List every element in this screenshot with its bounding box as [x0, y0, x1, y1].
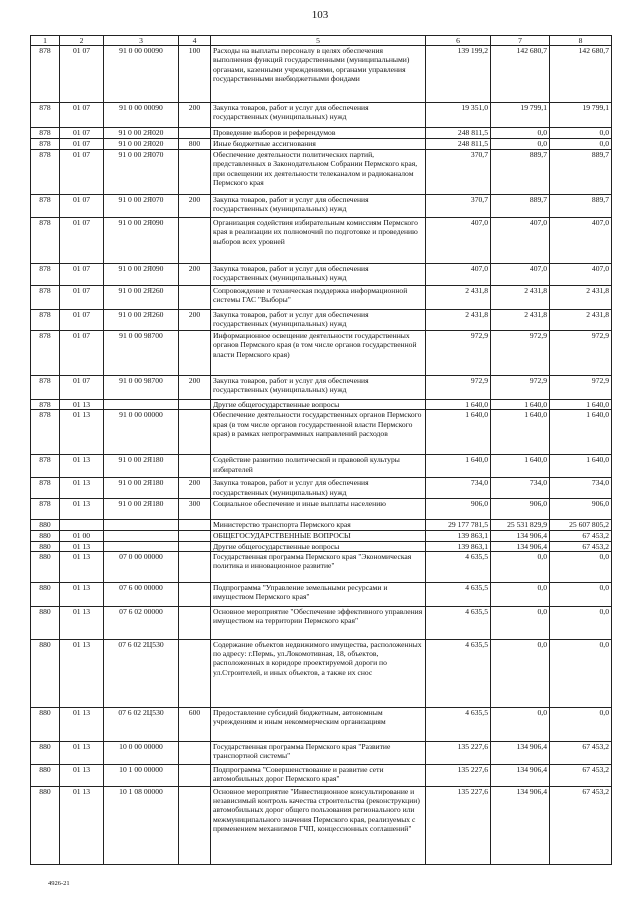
- table-row: [31, 741, 612, 764]
- amount-col6-cell: 1 640,0: [426, 400, 491, 410]
- target-article-cell: 91 0 00 2Я260: [104, 286, 179, 310]
- table-row: [31, 331, 612, 376]
- expense-type-cell: [179, 741, 211, 764]
- section-code-cell: 01 07: [60, 139, 104, 150]
- target-article-cell: [104, 531, 179, 541]
- amount-col8-cell: 142 680,7: [550, 46, 612, 103]
- target-article-cell: 91 0 00 98700: [104, 331, 179, 376]
- admin-code-cell: 880: [31, 582, 60, 606]
- section-code-cell: 01 13: [60, 582, 104, 606]
- amount-col8-cell: 2 431,8: [550, 310, 612, 331]
- table-row: [31, 46, 612, 103]
- target-article-cell: 07 6 02 2Ц530: [104, 707, 179, 741]
- expense-type-cell: 200: [179, 478, 211, 499]
- table-row: [31, 520, 612, 531]
- amount-col6-cell: 370,7: [426, 195, 491, 218]
- amount-col7-cell: 889,7: [491, 195, 550, 218]
- description-cell: Основное мероприятие "Обеспечение эффективного управления имуществом на территории Пермского края": [211, 606, 426, 639]
- table-row: [31, 376, 612, 400]
- amount-col8-cell: 67 453,2: [550, 541, 612, 551]
- admin-code-cell: 878: [31, 139, 60, 150]
- expense-type-cell: [179, 764, 211, 786]
- section-code-cell: 01 13: [60, 551, 104, 582]
- target-article-cell: [104, 520, 179, 531]
- amount-col8-cell: 19 799,1: [550, 103, 612, 128]
- expense-type-cell: [179, 128, 211, 139]
- expense-type-cell: [179, 582, 211, 606]
- column-header-7: 7: [491, 36, 550, 46]
- table-row: [31, 195, 612, 218]
- target-article-cell: 91 0 00 00090: [104, 46, 179, 103]
- amount-col8-cell: 0,0: [550, 139, 612, 150]
- description-cell: Государственная программа Пермского края "Развитие транспортной системы": [211, 741, 426, 764]
- table-row: [31, 455, 612, 478]
- section-code-cell: 01 13: [60, 786, 104, 864]
- amount-col7-cell: 734,0: [491, 478, 550, 499]
- description-cell: Подпрограмма "Совершенствование и развитие сети автомобильных дорог Пермского края": [211, 764, 426, 786]
- admin-code-cell: 880: [31, 707, 60, 741]
- target-article-cell: 91 0 00 2Я260: [104, 310, 179, 331]
- expense-type-cell: [179, 400, 211, 410]
- table-row: [31, 582, 612, 606]
- expense-type-cell: [179, 150, 211, 195]
- section-code-cell: 01 07: [60, 331, 104, 376]
- expense-type-cell: [179, 286, 211, 310]
- amount-col7-cell: 2 431,8: [491, 310, 550, 331]
- expense-type-cell: 600: [179, 707, 211, 741]
- amount-col8-cell: 972,9: [550, 331, 612, 376]
- amount-col7-cell: 134 906,4: [491, 531, 550, 541]
- amount-col7-cell: 134 906,4: [491, 541, 550, 551]
- section-code-cell: 01 13: [60, 499, 104, 520]
- target-article-cell: 91 0 00 2Я090: [104, 264, 179, 286]
- amount-col6-cell: 972,9: [426, 331, 491, 376]
- target-article-cell: [104, 541, 179, 551]
- column-header-5: 5: [211, 36, 426, 46]
- admin-code-cell: 878: [31, 103, 60, 128]
- admin-code-cell: 880: [31, 531, 60, 541]
- table-row: [31, 639, 612, 707]
- admin-code-cell: 878: [31, 150, 60, 195]
- section-code-cell: 01 13: [60, 707, 104, 741]
- column-header-1: 1: [31, 36, 60, 46]
- target-article-cell: 91 0 00 2Я070: [104, 150, 179, 195]
- target-article-cell: 91 0 00 2Я020: [104, 139, 179, 150]
- description-cell: Проведение выборов и референдумов: [211, 128, 426, 139]
- amount-col6-cell: 139 199,2: [426, 46, 491, 103]
- expense-type-cell: [179, 520, 211, 531]
- table-row: [31, 551, 612, 582]
- admin-code-cell: 880: [31, 764, 60, 786]
- amount-col8-cell: 67 453,2: [550, 531, 612, 541]
- amount-col7-cell: 0,0: [491, 139, 550, 150]
- expense-type-cell: 800: [179, 139, 211, 150]
- section-code-cell: 01 13: [60, 606, 104, 639]
- table-row: [31, 128, 612, 139]
- amount-col8-cell: 0,0: [550, 128, 612, 139]
- column-header-8: 8: [550, 36, 612, 46]
- section-code-cell: 01 07: [60, 376, 104, 400]
- amount-col8-cell: 0,0: [550, 606, 612, 639]
- section-code-cell: 01 07: [60, 218, 104, 264]
- amount-col7-cell: 0,0: [491, 606, 550, 639]
- amount-col7-cell: 134 906,4: [491, 764, 550, 786]
- section-code-cell: 01 13: [60, 455, 104, 478]
- expense-type-cell: 300: [179, 499, 211, 520]
- amount-col7-cell: 972,9: [491, 331, 550, 376]
- description-cell: Предоставление субсидий бюджетным, автономным учреждениям и иным некоммерческим организациям: [211, 707, 426, 741]
- amount-col8-cell: 0,0: [550, 639, 612, 707]
- amount-col6-cell: 4 635,5: [426, 606, 491, 639]
- description-cell: Другие общегосударственные вопросы: [211, 400, 426, 410]
- amount-col7-cell: 1 640,0: [491, 455, 550, 478]
- section-code-cell: 01 13: [60, 741, 104, 764]
- table-row: [31, 531, 612, 541]
- amount-col7-cell: 972,9: [491, 376, 550, 400]
- amount-col6-cell: 906,0: [426, 499, 491, 520]
- description-cell: Иные бюджетные ассигнования: [211, 139, 426, 150]
- description-cell: Социальное обеспечение и иные выплаты населению: [211, 499, 426, 520]
- amount-col6-cell: 4 635,5: [426, 707, 491, 741]
- amount-col7-cell: 0,0: [491, 128, 550, 139]
- amount-col7-cell: 134 906,4: [491, 741, 550, 764]
- expense-type-cell: 200: [179, 103, 211, 128]
- amount-col8-cell: 407,0: [550, 264, 612, 286]
- amount-col7-cell: 1 640,0: [491, 400, 550, 410]
- section-code-cell: 01 07: [60, 128, 104, 139]
- amount-col7-cell: 25 531 829,9: [491, 520, 550, 531]
- amount-col6-cell: 135 227,6: [426, 741, 491, 764]
- section-code-cell: 01 00: [60, 531, 104, 541]
- expense-type-cell: 200: [179, 195, 211, 218]
- footer-code: 4926-21: [48, 880, 70, 887]
- target-article-cell: 91 0 00 2Я020: [104, 128, 179, 139]
- amount-col7-cell: 407,0: [491, 264, 550, 286]
- amount-col7-cell: 889,7: [491, 150, 550, 195]
- section-code-cell: 01 13: [60, 400, 104, 410]
- amount-col7-cell: 142 680,7: [491, 46, 550, 103]
- amount-col6-cell: 19 351,0: [426, 103, 491, 128]
- amount-col7-cell: 0,0: [491, 582, 550, 606]
- table-row: [31, 150, 612, 195]
- amount-col6-cell: 139 863,1: [426, 531, 491, 541]
- target-article-cell: 91 0 00 2Я180: [104, 499, 179, 520]
- amount-col8-cell: 0,0: [550, 582, 612, 606]
- amount-col6-cell: 135 227,6: [426, 786, 491, 864]
- table-row: [31, 499, 612, 520]
- admin-code-cell: 878: [31, 499, 60, 520]
- target-article-cell: 91 0 00 2Я090: [104, 218, 179, 264]
- table-row: [31, 400, 612, 410]
- expense-type-cell: [179, 541, 211, 551]
- amount-col6-cell: 734,0: [426, 478, 491, 499]
- admin-code-cell: 878: [31, 310, 60, 331]
- admin-code-cell: 880: [31, 520, 60, 531]
- table-row: [31, 764, 612, 786]
- description-cell: Организация содействия избирательным комиссиям Пермского края в реализации их полномочий по подготовке и проведению выборов всех уровней: [211, 218, 426, 264]
- target-article-cell: 10 1 00 00000: [104, 764, 179, 786]
- page-number: 103: [311, 9, 329, 21]
- admin-code-cell: 878: [31, 410, 60, 455]
- amount-col8-cell: 889,7: [550, 150, 612, 195]
- column-header-2: 2: [60, 36, 104, 46]
- amount-col6-cell: 2 431,8: [426, 310, 491, 331]
- target-article-cell: 91 0 00 2Я070: [104, 195, 179, 218]
- amount-col8-cell: 734,0: [550, 478, 612, 499]
- admin-code-cell: 878: [31, 455, 60, 478]
- column-header-3: 3: [104, 36, 179, 46]
- table-row: [31, 410, 612, 455]
- admin-code-cell: 878: [31, 376, 60, 400]
- description-cell: Обеспечение деятельности политических партий, представленных в Законодательном Собрании Пермского края, при освещении их деятельности телеканалом и радиоканалом Пермского края: [211, 150, 426, 195]
- admin-code-cell: 880: [31, 786, 60, 864]
- table-row: [31, 786, 612, 864]
- target-article-cell: 07 0 00 00000: [104, 551, 179, 582]
- section-code-cell: 01 07: [60, 286, 104, 310]
- target-article-cell: [104, 400, 179, 410]
- admin-code-cell: 878: [31, 478, 60, 499]
- expense-type-cell: [179, 551, 211, 582]
- column-header-4: 4: [179, 36, 211, 46]
- admin-code-cell: 880: [31, 606, 60, 639]
- description-cell: Государственная программа Пермского края "Экономическая политика и инновационное развитие": [211, 551, 426, 582]
- amount-col6-cell: 135 227,6: [426, 764, 491, 786]
- target-article-cell: 91 0 00 2Я180: [104, 478, 179, 499]
- description-cell: Другие общегосударственные вопросы: [211, 541, 426, 551]
- amount-col8-cell: 407,0: [550, 218, 612, 264]
- amount-col8-cell: 25 607 805,2: [550, 520, 612, 531]
- amount-col8-cell: 67 453,2: [550, 741, 612, 764]
- description-cell: Закупка товаров, работ и услуг для обеспечения государственных (муниципальных) нужд: [211, 478, 426, 499]
- table-row: [31, 606, 612, 639]
- amount-col6-cell: 248 811,5: [426, 139, 491, 150]
- amount-col6-cell: 1 640,0: [426, 410, 491, 455]
- expense-type-cell: [179, 218, 211, 264]
- target-article-cell: 07 6 02 00000: [104, 606, 179, 639]
- amount-col6-cell: 139 863,1: [426, 541, 491, 551]
- admin-code-cell: 878: [31, 46, 60, 103]
- amount-col8-cell: 906,0: [550, 499, 612, 520]
- amount-col7-cell: 906,0: [491, 499, 550, 520]
- description-cell: Основное мероприятие "Инвестиционное консультирование и независимый контроль качества строительства (реконструкции) автомобильных дорог общего пользования регионального или межмуниципального значения Пермского края, реализуемых с применением механизмов ГЧП, концессионных соглашений": [211, 786, 426, 864]
- expense-type-cell: 200: [179, 310, 211, 331]
- expense-type-cell: [179, 455, 211, 478]
- table-row: [31, 264, 612, 286]
- amount-col7-cell: 0,0: [491, 707, 550, 741]
- expense-type-cell: 200: [179, 264, 211, 286]
- description-cell: Информационное освещение деятельности государственных органов Пермского края (в том числе органов государственной власти Пермского края): [211, 331, 426, 376]
- description-cell: Подпрограмма "Управление земельными ресурсами и имуществом Пермского края": [211, 582, 426, 606]
- amount-col7-cell: 134 906,4: [491, 786, 550, 864]
- description-cell: Содержание объектов недвижимого имущества, расположенных по адресу: г.Пермь, ул.Локомотивная, 18, объектов, расположенных в коридоре проектируемой дороги по ул.Строителей, и иных объектов, а также их снос: [211, 639, 426, 707]
- expense-type-cell: [179, 531, 211, 541]
- admin-code-cell: 878: [31, 128, 60, 139]
- description-cell: Содействие развитию политической и правовой культуры избирателей: [211, 455, 426, 478]
- amount-col7-cell: 0,0: [491, 639, 550, 707]
- amount-col8-cell: 1 640,0: [550, 410, 612, 455]
- amount-col6-cell: 2 431,8: [426, 286, 491, 310]
- budget-table: [30, 35, 612, 865]
- section-code-cell: 01 07: [60, 264, 104, 286]
- admin-code-cell: 878: [31, 218, 60, 264]
- table-row: [31, 310, 612, 331]
- target-article-cell: 91 0 00 2Я180: [104, 455, 179, 478]
- description-cell: Закупка товаров, работ и услуг для обеспечения государственных (муниципальных) нужд: [211, 310, 426, 331]
- amount-col6-cell: 248 811,5: [426, 128, 491, 139]
- admin-code-cell: 880: [31, 541, 60, 551]
- amount-col6-cell: 29 177 781,5: [426, 520, 491, 531]
- amount-col6-cell: 972,9: [426, 376, 491, 400]
- column-header-6: 6: [426, 36, 491, 46]
- table-row: [31, 286, 612, 310]
- section-code-cell: 01 07: [60, 310, 104, 331]
- table-row: [31, 139, 612, 150]
- amount-col6-cell: 4 635,5: [426, 639, 491, 707]
- section-code-cell: 01 07: [60, 103, 104, 128]
- target-article-cell: 10 1 08 00000: [104, 786, 179, 864]
- amount-col6-cell: 407,0: [426, 264, 491, 286]
- amount-col7-cell: 2 431,8: [491, 286, 550, 310]
- expense-type-cell: [179, 786, 211, 864]
- section-code-cell: 01 13: [60, 639, 104, 707]
- description-cell: Сопровождение и техническая поддержка информационной системы ГАС "Выборы": [211, 286, 426, 310]
- expense-type-cell: 200: [179, 376, 211, 400]
- amount-col6-cell: 407,0: [426, 218, 491, 264]
- target-article-cell: 91 0 00 00090: [104, 103, 179, 128]
- admin-code-cell: 878: [31, 286, 60, 310]
- section-code-cell: 01 07: [60, 46, 104, 103]
- section-code-cell: 01 07: [60, 150, 104, 195]
- target-article-cell: 07 6 00 00000: [104, 582, 179, 606]
- section-code-cell: 01 07: [60, 195, 104, 218]
- description-cell: Закупка товаров, работ и услуг для обеспечения государственных (муниципальных) нужд: [211, 376, 426, 400]
- table-row: [31, 478, 612, 499]
- amount-col8-cell: 972,9: [550, 376, 612, 400]
- amount-col7-cell: 19 799,1: [491, 103, 550, 128]
- amount-col7-cell: 0,0: [491, 551, 550, 582]
- section-code-cell: 01 13: [60, 764, 104, 786]
- expense-type-cell: 100: [179, 46, 211, 103]
- table-row: [31, 103, 612, 128]
- target-article-cell: 91 0 00 98700: [104, 376, 179, 400]
- amount-col8-cell: 889,7: [550, 195, 612, 218]
- expense-type-cell: [179, 606, 211, 639]
- target-article-cell: 07 6 02 2Ц530: [104, 639, 179, 707]
- amount-col8-cell: 2 431,8: [550, 286, 612, 310]
- expense-type-cell: [179, 639, 211, 707]
- admin-code-cell: 880: [31, 639, 60, 707]
- section-code-cell: 01 13: [60, 410, 104, 455]
- column-number-row: [31, 36, 612, 46]
- admin-code-cell: 880: [31, 741, 60, 764]
- admin-code-cell: 878: [31, 264, 60, 286]
- amount-col8-cell: 67 453,2: [550, 764, 612, 786]
- section-code-cell: 01 13: [60, 541, 104, 551]
- amount-col6-cell: 4 635,5: [426, 582, 491, 606]
- amount-col6-cell: 4 635,5: [426, 551, 491, 582]
- amount-col8-cell: 1 640,0: [550, 400, 612, 410]
- admin-code-cell: 880: [31, 551, 60, 582]
- section-code-cell: [60, 520, 104, 531]
- amount-col8-cell: 1 640,0: [550, 455, 612, 478]
- admin-code-cell: 878: [31, 331, 60, 376]
- description-cell: Министерство транспорта Пермского края: [211, 520, 426, 531]
- description-cell: Обеспечение деятельности государственных органов Пермского края (в том числе органов государственной власти Пермского края) в рамках непрограммных направлений расходов: [211, 410, 426, 455]
- amount-col7-cell: 1 640,0: [491, 410, 550, 455]
- target-article-cell: 10 0 00 00000: [104, 741, 179, 764]
- amount-col8-cell: 0,0: [550, 707, 612, 741]
- amount-col8-cell: 67 453,2: [550, 786, 612, 864]
- budget-table-body: [31, 46, 612, 865]
- table-row: [31, 707, 612, 741]
- amount-col7-cell: 407,0: [491, 218, 550, 264]
- target-article-cell: 91 0 00 00000: [104, 410, 179, 455]
- expense-type-cell: [179, 410, 211, 455]
- amount-col6-cell: 370,7: [426, 150, 491, 195]
- admin-code-cell: 878: [31, 400, 60, 410]
- expense-type-cell: [179, 331, 211, 376]
- description-cell: Расходы на выплаты персоналу в целях обеспечения выполнения функций государственными (муниципальными) органами, казенными учреждениями, органами управления государственными внебюджетными фондами: [211, 46, 426, 103]
- table-row: [31, 541, 612, 551]
- table-row: [31, 218, 612, 264]
- description-cell: Закупка товаров, работ и услуг для обеспечения государственных (муниципальных) нужд: [211, 264, 426, 286]
- amount-col6-cell: 1 640,0: [426, 455, 491, 478]
- description-cell: Закупка товаров, работ и услуг для обеспечения государственных (муниципальных) нужд: [211, 103, 426, 128]
- description-cell: ОБЩЕГОСУДАРСТВЕННЫЕ ВОПРОСЫ: [211, 531, 426, 541]
- description-cell: Закупка товаров, работ и услуг для обеспечения государственных (муниципальных) нужд: [211, 195, 426, 218]
- admin-code-cell: 878: [31, 195, 60, 218]
- section-code-cell: 01 13: [60, 478, 104, 499]
- amount-col8-cell: 0,0: [550, 551, 612, 582]
